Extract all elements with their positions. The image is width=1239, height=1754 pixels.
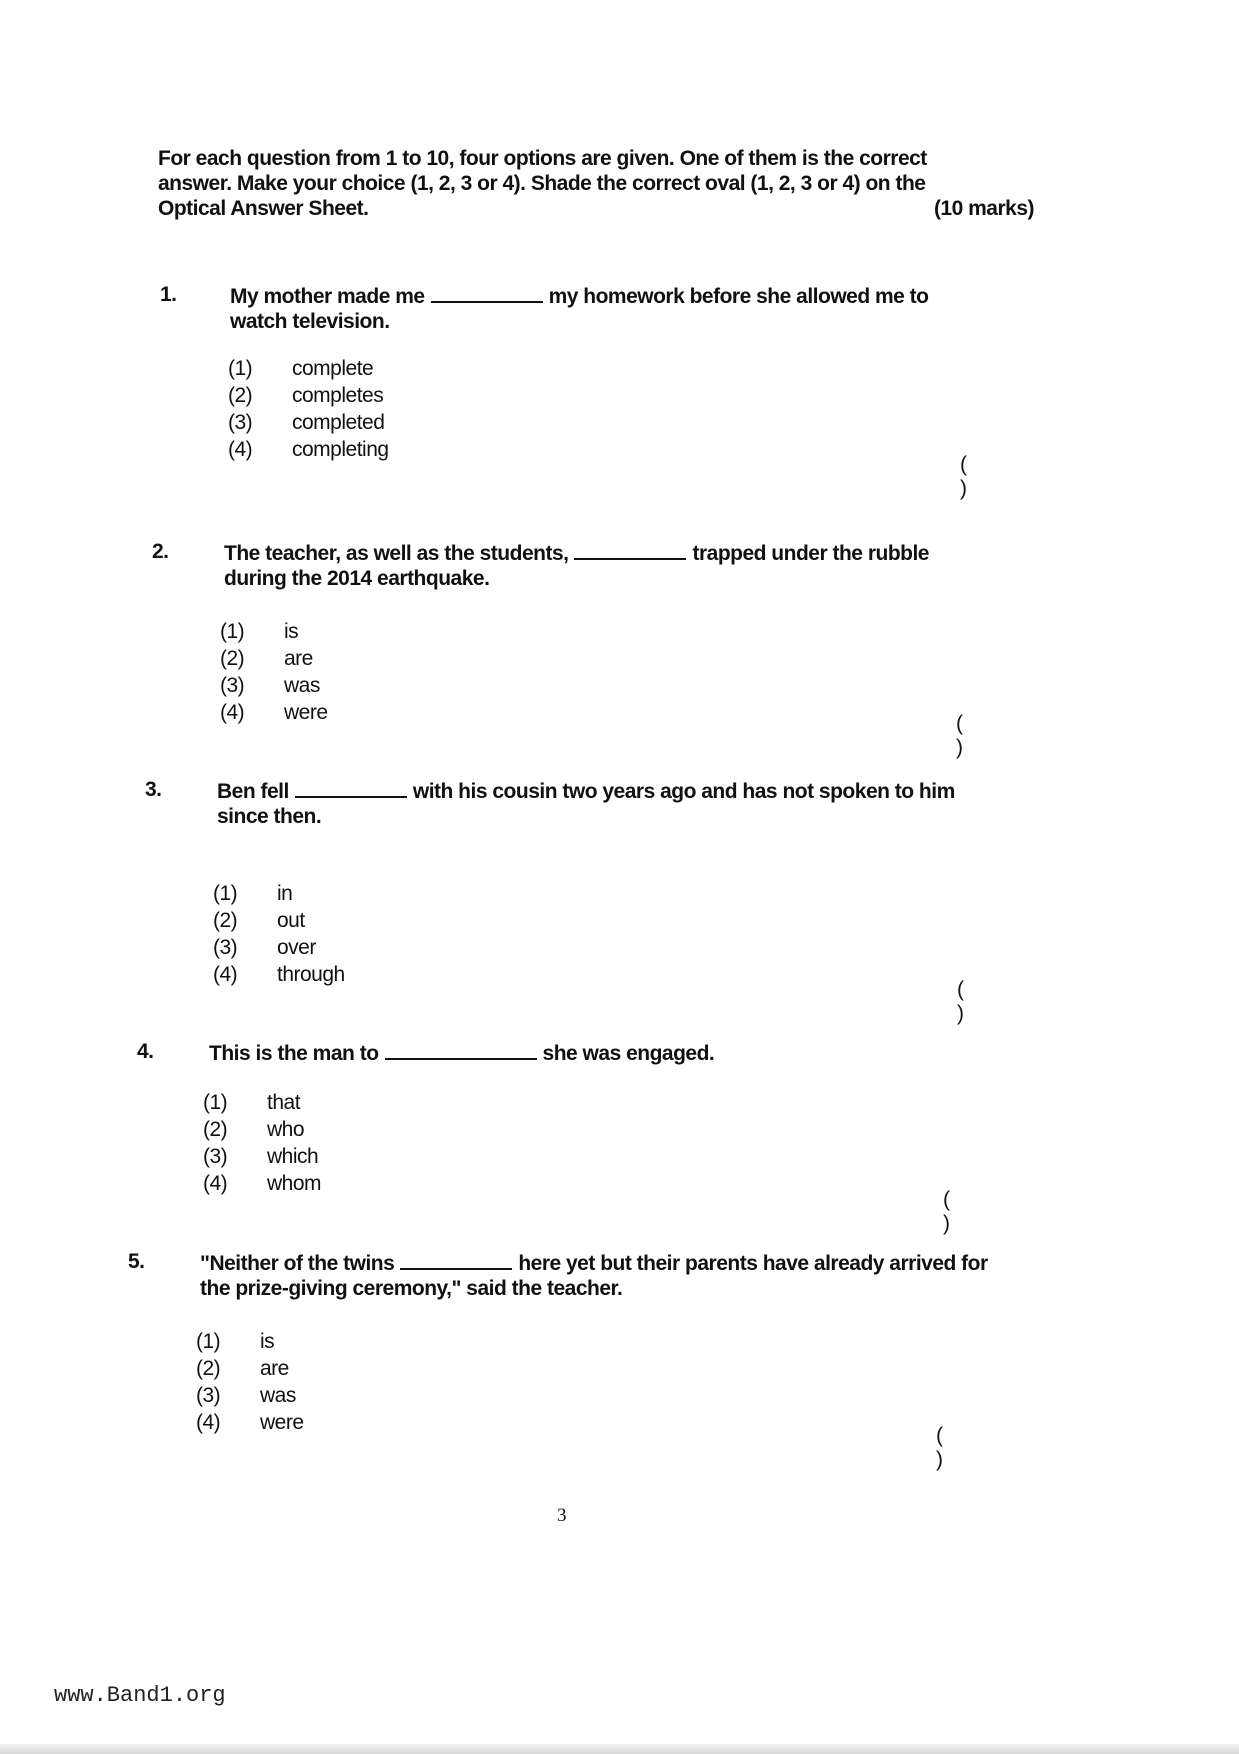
- option-item: [196, 1328, 304, 1355]
- option-text: through: [277, 963, 345, 986]
- marks-label: (10 marks): [933, 197, 1034, 220]
- option-number: (1): [220, 620, 245, 643]
- question-number: 5.: [128, 1250, 145, 1273]
- answer-bracket: ( ): [957, 978, 1002, 1025]
- option-number: (4): [220, 701, 245, 724]
- question-text: [224, 540, 984, 591]
- option-text: that: [267, 1091, 301, 1114]
- option-number: (2): [203, 1118, 228, 1141]
- question-number: 4.: [137, 1040, 154, 1063]
- option-number: (2): [228, 384, 253, 407]
- option-item: [203, 1170, 321, 1197]
- scan-edge-shadow: [0, 1744, 1239, 1754]
- question-text-before: The teacher, as well as the students,: [224, 542, 569, 565]
- option-item: [220, 618, 328, 645]
- option-item: [203, 1116, 321, 1143]
- question-text-after: with his cousin two years ago and has not spoken to him since then.: [217, 780, 955, 828]
- option-text: in: [277, 882, 293, 905]
- option-list: [203, 1089, 321, 1197]
- option-list: [196, 1328, 304, 1436]
- option-item: [203, 1143, 321, 1170]
- question-text: [209, 1040, 969, 1066]
- instructions-line-1: For each question from 1 to 10, four options are given. One of them is the correct: [158, 147, 927, 170]
- answer-bracket: ( ): [943, 1188, 988, 1235]
- option-text: whom: [267, 1172, 322, 1195]
- page-number: 3: [557, 1505, 567, 1526]
- option-list: [213, 880, 345, 988]
- option-number: (1): [203, 1091, 228, 1114]
- question-number: 2.: [152, 540, 169, 563]
- option-item: [220, 672, 328, 699]
- option-text: are: [284, 647, 313, 670]
- answer-blank: [385, 1040, 537, 1060]
- option-text: which: [267, 1145, 319, 1168]
- answer-blank: [400, 1250, 512, 1270]
- option-item: [203, 1089, 321, 1116]
- option-number: (2): [213, 909, 238, 932]
- option-item: [196, 1355, 304, 1382]
- option-number: (1): [213, 882, 238, 905]
- option-number: (3): [220, 674, 245, 697]
- question-text-before: My mother made me: [230, 285, 425, 308]
- option-item: [228, 355, 389, 382]
- option-text: completed: [292, 411, 385, 434]
- question-number: 1.: [160, 283, 177, 306]
- option-text: is: [260, 1330, 275, 1353]
- option-item: [228, 436, 389, 463]
- option-text: was: [284, 674, 320, 697]
- answer-blank: [295, 778, 407, 798]
- question-3: [145, 778, 1025, 1025]
- question-text-after: here yet but their parents have already arrived for the prize-giving ceremony," said the teacher.: [200, 1252, 988, 1300]
- option-number: (3): [213, 936, 238, 959]
- instructions-line-3-row: [158, 196, 1034, 221]
- option-item: [228, 382, 389, 409]
- option-number: (1): [196, 1330, 221, 1353]
- question-1: [160, 283, 1040, 500]
- option-number: (3): [196, 1384, 221, 1407]
- question-5: [128, 1250, 1018, 1471]
- option-number: (4): [228, 438, 253, 461]
- option-text: is: [284, 620, 299, 643]
- instructions-line-3: Optical Answer Sheet.: [158, 197, 369, 220]
- option-text: over: [277, 936, 316, 959]
- option-item: [213, 907, 345, 934]
- option-text: out: [277, 909, 305, 932]
- question-number: 3.: [145, 778, 162, 801]
- option-text: complete: [292, 357, 374, 380]
- option-list: [228, 355, 389, 463]
- question-text-after: trapped under the rubble during the 2014 earthquake.: [224, 542, 929, 590]
- option-text: completes: [292, 384, 384, 407]
- instructions-block: [158, 146, 1034, 221]
- option-text: who: [267, 1118, 305, 1141]
- footer-url: www.Band1.org: [54, 1683, 226, 1708]
- option-number: (3): [203, 1145, 228, 1168]
- option-number: (2): [196, 1357, 221, 1380]
- option-item: [213, 961, 345, 988]
- question-text-after: my homework before she allowed me to watch television.: [230, 285, 929, 333]
- option-number: (4): [203, 1172, 228, 1195]
- question-text-after: she was engaged.: [542, 1042, 715, 1065]
- question-4: [137, 1040, 1017, 1240]
- option-number: (4): [196, 1411, 221, 1434]
- question-text: [230, 283, 990, 334]
- answer-bracket: ( ): [956, 712, 1001, 759]
- option-item: [196, 1382, 304, 1409]
- option-number: (1): [228, 357, 253, 380]
- option-text: was: [260, 1384, 296, 1407]
- option-item: [220, 645, 328, 672]
- option-number: (4): [213, 963, 238, 986]
- question-text: [217, 778, 977, 829]
- option-list: [220, 618, 328, 726]
- option-item: [213, 880, 345, 907]
- option-text: were: [260, 1411, 304, 1434]
- option-text: were: [284, 701, 328, 724]
- option-text: completing: [292, 438, 389, 461]
- option-text: are: [260, 1357, 289, 1380]
- question-text-before: "Neither of the twins: [200, 1252, 395, 1275]
- instructions-line-2: answer. Make your choice (1, 2, 3 or 4). Shade the correct oval (1, 2, 3 or 4) on the: [158, 172, 926, 195]
- question-text-before: This is the man to: [209, 1042, 379, 1065]
- answer-blank: [431, 283, 543, 303]
- option-item: [213, 934, 345, 961]
- option-number: (2): [220, 647, 245, 670]
- answer-bracket: ( ): [936, 1424, 981, 1471]
- option-item: [196, 1409, 304, 1436]
- question-text: [200, 1250, 1008, 1301]
- question-2: [152, 540, 1032, 759]
- option-item: [228, 409, 389, 436]
- question-text-before: Ben fell: [217, 780, 289, 803]
- option-item: [220, 699, 328, 726]
- answer-blank: [574, 540, 686, 560]
- option-number: (3): [228, 411, 253, 434]
- answer-bracket: ( ): [960, 453, 1005, 500]
